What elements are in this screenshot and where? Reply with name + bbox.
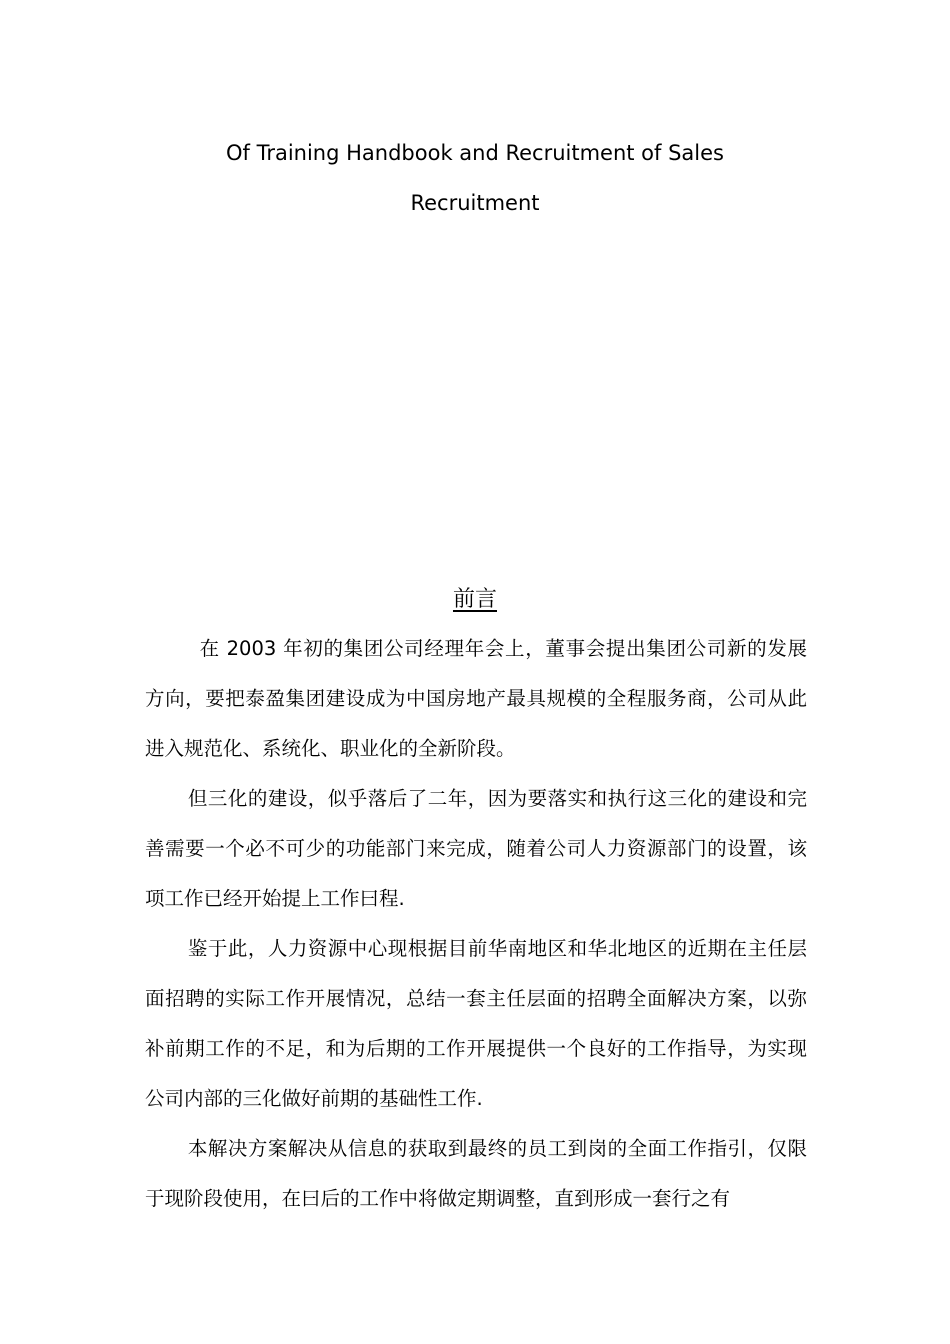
preface-paragraph-3: 鉴于此，人力资源中心现根据目前华南地区和华北地区的近期在主任层面招聘的实际工作开展情况，总结一套主任层面的招聘全面解决方案，以弥补前期工作的不足，和为后期的工作开展提供一个良好的工作指导，为实现公司内部的三化做好前期的基础性工作. <box>145 937 807 1110</box>
preface-paragraph-1: 在 2003 年初的集团公司经理年会上，董事会提出集团公司新的发展方向，要把泰盈集团建设成为中国房地产最具规模的全程服务商，公司从此进入规范化、系统化、职业化的全新阶段。 <box>145 637 807 760</box>
cover-title-line-1: Of Training Handbook and Recruitment of Sales <box>225 141 724 165</box>
preface-heading-text: 前言 <box>452 587 497 612</box>
cover-title-line-2: Recruitment <box>410 191 540 215</box>
cover-title <box>0 128 950 228</box>
preface-body <box>145 624 807 1224</box>
preface-heading <box>0 582 950 618</box>
preface-paragraph-4: 本解决方案解决从信息的获取到最终的员工到岗的全面工作指引，仅限于现阶段使用，在曰后的工作中将做定期调整，直到形成一套行之有 <box>145 1137 807 1210</box>
preface-paragraph-2: 但三化的建设，似乎落后了二年，因为要落实和执行这三化的建设和完善需要一个必不可少的功能部门来完成，随着公司人力资源部门的设置，该项工作已经开始提上工作曰程. <box>145 787 807 910</box>
